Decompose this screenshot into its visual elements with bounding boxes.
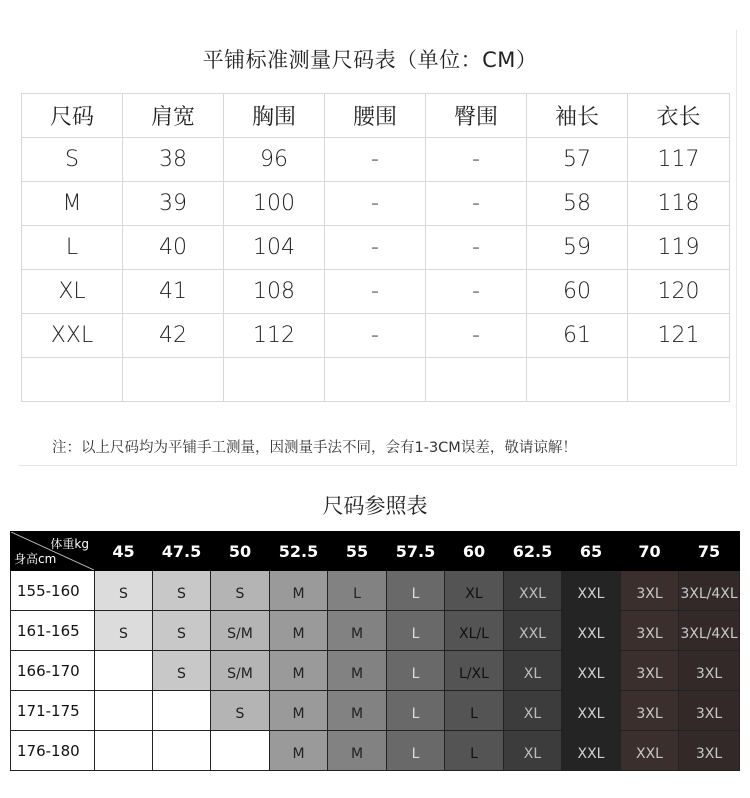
weight-header-cell: 55 <box>328 532 387 571</box>
size-cell: 108 <box>224 270 325 314</box>
recommended-size-cell <box>211 731 270 771</box>
size-row <box>22 182 730 226</box>
recommended-size-cell: L <box>387 731 445 771</box>
recommended-size-cell: L <box>328 571 387 611</box>
recommended-size-cell: L <box>387 691 445 731</box>
size-cell: 38 <box>123 138 224 182</box>
recommended-size-cell: 3XL <box>621 611 679 651</box>
recommended-size-cell: M <box>270 611 328 651</box>
recommended-size-cell: XXL <box>562 611 621 651</box>
reference-chart-title: 尺码参照表 <box>322 494 428 518</box>
recommended-size-cell: 3XL/4XL <box>679 571 740 611</box>
size-cell: 59 <box>527 226 628 270</box>
size-cell: 60 <box>527 270 628 314</box>
size-cell: 112 <box>224 314 325 358</box>
recommended-size-cell: 3XL/4XL <box>679 611 740 651</box>
recommended-size-cell: 3XL <box>621 571 679 611</box>
recommended-size-cell: 3XL <box>621 691 679 731</box>
recommended-size-cell: L <box>445 731 504 771</box>
size-cell: - <box>325 314 426 358</box>
reference-chart-table <box>10 531 740 771</box>
recommended-size-cell: S <box>153 571 211 611</box>
recommended-size-cell: XXL <box>562 651 621 691</box>
weight-header-cell: 75 <box>679 532 740 571</box>
recommended-size-cell: L <box>387 571 445 611</box>
size-cell <box>224 358 325 402</box>
recommended-size-cell: S/M <box>211 651 270 691</box>
corner-header-cell <box>11 532 95 571</box>
size-cell: 119 <box>628 226 730 270</box>
size-cell: - <box>426 138 527 182</box>
size-cell: 42 <box>123 314 224 358</box>
recommended-size-cell: XL <box>504 651 562 691</box>
size-cell <box>123 358 224 402</box>
weight-header-cell: 47.5 <box>153 532 211 571</box>
recommended-size-cell: L <box>445 691 504 731</box>
size-cell: 40 <box>123 226 224 270</box>
reference-row <box>11 731 740 771</box>
recommended-size-cell: XL <box>504 731 562 771</box>
recommended-size-cell: M <box>270 731 328 771</box>
size-cell: 120 <box>628 270 730 314</box>
recommended-size-cell: 3XL <box>679 731 740 771</box>
size-cell: M <box>22 182 123 226</box>
weight-label: 体重kg <box>50 537 89 551</box>
height-range-cell: 171-175 <box>11 691 95 731</box>
size-cell: 117 <box>628 138 730 182</box>
size-cell: 121 <box>628 314 730 358</box>
recommended-size-cell: M <box>270 691 328 731</box>
size-cell: - <box>325 182 426 226</box>
size-chart-table <box>21 93 730 402</box>
weight-header-cell: 52.5 <box>270 532 328 571</box>
recommended-size-cell <box>95 731 153 771</box>
recommended-size-cell: L <box>387 611 445 651</box>
recommended-size-cell: S <box>153 611 211 651</box>
reference-row <box>11 651 740 691</box>
size-cell: 61 <box>527 314 628 358</box>
recommended-size-cell <box>153 691 211 731</box>
recommended-size-cell: S <box>211 571 270 611</box>
recommended-size-cell: XXL <box>562 691 621 731</box>
recommended-size-cell <box>95 691 153 731</box>
recommended-size-cell: L <box>387 651 445 691</box>
recommended-size-cell: XL <box>504 691 562 731</box>
size-cell: - <box>325 226 426 270</box>
weight-header-cell: 60 <box>445 532 504 571</box>
size-cell: 100 <box>224 182 325 226</box>
recommended-size-cell: XXL <box>504 571 562 611</box>
recommended-size-cell: S <box>153 651 211 691</box>
height-range-cell: 161-165 <box>11 611 95 651</box>
size-cell: - <box>426 226 527 270</box>
size-header-cell: 胸围 <box>224 94 325 138</box>
size-row <box>22 314 730 358</box>
recommended-size-cell: M <box>328 651 387 691</box>
weight-header-cell: 65 <box>562 532 621 571</box>
size-cell: - <box>426 314 527 358</box>
size-header-cell: 袖长 <box>527 94 628 138</box>
size-cell <box>325 358 426 402</box>
recommended-size-cell: 3XL <box>621 651 679 691</box>
recommended-size-cell: 3XL <box>679 651 740 691</box>
size-cell: 39 <box>123 182 224 226</box>
weight-header-cell: 62.5 <box>504 532 562 571</box>
weight-header-cell: 57.5 <box>387 532 445 571</box>
size-cell: - <box>426 270 527 314</box>
reference-row <box>11 611 740 651</box>
size-cell: L <box>22 226 123 270</box>
recommended-size-cell <box>95 651 153 691</box>
size-cell: XXL <box>22 314 123 358</box>
height-range-cell: 176-180 <box>11 731 95 771</box>
size-cell: 58 <box>527 182 628 226</box>
recommended-size-cell: M <box>328 731 387 771</box>
reference-row <box>11 571 740 611</box>
recommended-size-cell: M <box>270 651 328 691</box>
recommended-size-cell: L/XL <box>445 651 504 691</box>
size-header-cell: 臀围 <box>426 94 527 138</box>
recommended-size-cell <box>153 731 211 771</box>
recommended-size-cell: XL/L <box>445 611 504 651</box>
height-range-cell: 166-170 <box>11 651 95 691</box>
size-cell <box>22 358 123 402</box>
size-cell: - <box>325 270 426 314</box>
size-row <box>22 226 730 270</box>
recommended-size-cell: XXL <box>504 611 562 651</box>
weight-header-cell: 70 <box>621 532 679 571</box>
height-range-cell: 155-160 <box>11 571 95 611</box>
recommended-size-cell: M <box>328 691 387 731</box>
recommended-size-cell: 3XL <box>679 691 740 731</box>
height-label: 身高cm <box>14 552 57 566</box>
size-row <box>22 138 730 182</box>
size-cell: 118 <box>628 182 730 226</box>
recommended-size-cell: S <box>95 571 153 611</box>
size-row <box>22 270 730 314</box>
reference-row <box>11 691 740 731</box>
recommended-size-cell: M <box>328 611 387 651</box>
weight-header-cell: 45 <box>95 532 153 571</box>
size-cell: 41 <box>123 270 224 314</box>
size-header-cell: 尺码 <box>22 94 123 138</box>
size-header-cell: 衣长 <box>628 94 730 138</box>
size-cell: 96 <box>224 138 325 182</box>
measurement-note: 注：以上尺码均为平铺手工测量，因测量手法不同，会有1-3CM误差，敬请谅解！ <box>52 440 577 456</box>
size-cell <box>426 358 527 402</box>
recommended-size-cell: XXL <box>562 571 621 611</box>
recommended-size-cell: S <box>95 611 153 651</box>
recommended-size-cell: XL <box>445 571 504 611</box>
recommended-size-cell: S <box>211 691 270 731</box>
right-border-line <box>736 30 737 466</box>
recommended-size-cell: XXL <box>562 731 621 771</box>
size-header-cell: 腰围 <box>325 94 426 138</box>
size-cell: 57 <box>527 138 628 182</box>
size-cell: XL <box>22 270 123 314</box>
size-chart-title: 平铺标准测量尺码表（单位：CM） <box>202 48 538 72</box>
size-header-row <box>22 94 730 138</box>
size-row <box>22 358 730 402</box>
size-header-cell: 肩宽 <box>123 94 224 138</box>
size-cell: - <box>325 138 426 182</box>
size-cell: - <box>426 182 527 226</box>
recommended-size-cell: XXL <box>621 731 679 771</box>
size-cell: S <box>22 138 123 182</box>
size-cell <box>527 358 628 402</box>
weight-header-cell: 50 <box>211 532 270 571</box>
recommended-size-cell: S/M <box>211 611 270 651</box>
divider <box>18 465 737 466</box>
recommended-size-cell: M <box>270 571 328 611</box>
size-cell <box>628 358 730 402</box>
size-cell: 104 <box>224 226 325 270</box>
